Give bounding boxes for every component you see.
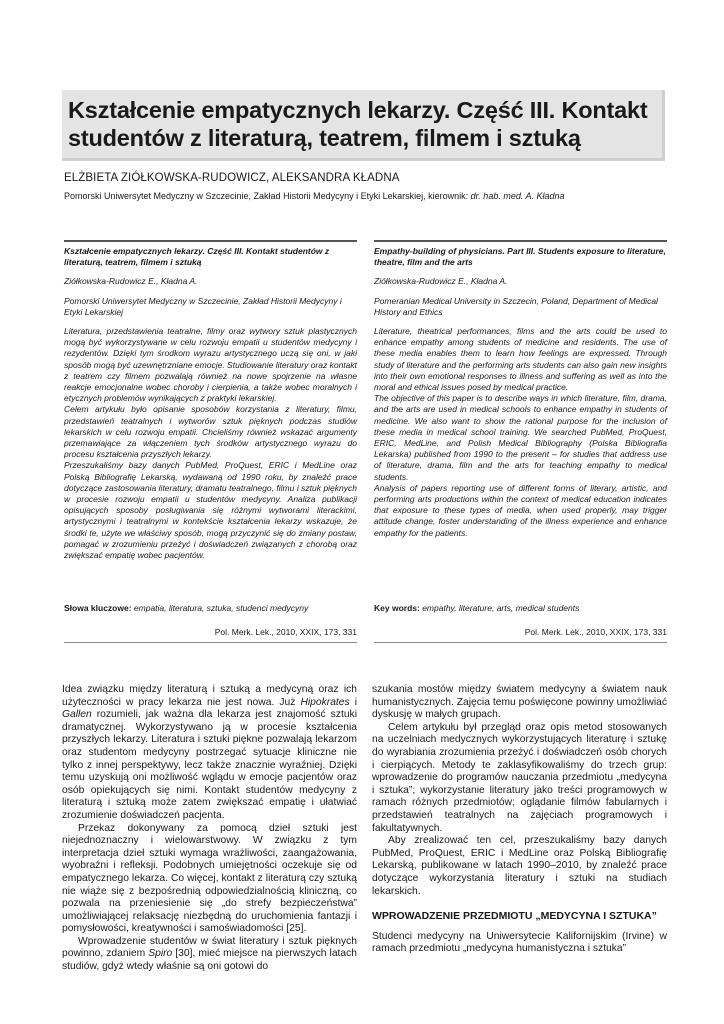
keywords-english xyxy=(374,603,579,613)
body-column-left xyxy=(62,684,357,974)
abstract-rule xyxy=(374,240,667,242)
text-run: i xyxy=(349,696,357,708)
keywords-value: empatia, literatura, sztuka, studenci medycyny xyxy=(133,603,309,613)
text-run: rozumieli, jak ważna dla lekarza jest znajomość sztuki dramatycznej. Wykorzystywano ją w procesie kształcenia przyszłych lekarzy. Literatura i sztuki piękne pozwalają lekarzom oraz studentom medycyny postrzegać sytuacje kliniczne nie tylko z innej perspektywy, lecz także znacznie wyraźniej. Dzięki temu uzyskują oni możliwość wglądu w emocje pacjentów oraz osób opiekujących się nimi. Kontakt studentów medycyny z literaturą i sztuką może zatem zwiększać empatię i ułatwiać zrozumienie doświadczeń pacjenta. xyxy=(62,709,357,821)
text-run-italic: Gallen xyxy=(62,709,92,721)
abstract-institution: Pomorski Uniwersytet Medyczny w Szczecinie, Zakład Historii Medycyny i Etyki Lekarskiej xyxy=(64,295,342,317)
abstract-polish xyxy=(64,240,357,561)
citation-english: Pol. Merk. Lek., 2010, XXIX, 173, 331 xyxy=(524,627,667,637)
body-paragraph: Aby zrealizować ten cel, przeszukaliśmy bazy danych PubMed, ProQuest, ERIC i MedLine oraz Polską Bibliografię Lekarską, publikowane w latach 1990–2010, by znaleźć prace dotyczące wykorzystania literatury i sztuki na studiach lekarskich. xyxy=(372,835,667,897)
abstract-paragraph: Przeszukaliśmy bazy danych PubMed, ProQuest, ERIC i MedLine oraz Polską Bibliografię Lekarską, wydawaną od 1990 roku, by znaleźć prace dotyczące zastosowania literatury, dramatu teatralnego, filmu i sztuk pięknych w procesie rozwoju empatii u studentów medycyny. Analiza publikacji opisujących sposoby posługiwania się różnymi wytworami literackimi, artystycznymi i teatralnymi w kontekście kształcenia lekarzy wskazuje, że środki te, użyte we właściwy sposób, mogą przyczynić się do zmiany postaw, pomagać w zrozumieniu przeżyć i doświadczeń związanych z chorobą oraz zwiększać empatię wobec pacjentów. xyxy=(64,460,357,561)
text-run: [30], mieć miejsce na pierwszych latach studiów, gdyż wtedy właśnie są oni gotowi do xyxy=(62,948,358,973)
text-run-italic: Spiro xyxy=(148,948,173,960)
body-column-right xyxy=(372,684,667,956)
abstract-authors: Ziółkowska-Rudowicz E., Kładna A. xyxy=(64,276,198,287)
abstract-paragraph: The objective of this paper is to describe ways in which literature, film, drama, and the arts are used in medical schools to enhance empathy in students of medicine. We also want to show the rational purpose for the inclusion of these media in medical school training. We searched PubMed, ProQuest, ERIC, MedLine, and Polish Medical Bibliography (Polska Bibliografia Lekarska) published from 1990 to the present – for studies that address use of literature, drama, film and the arts for teaching empathy to medical students. xyxy=(374,393,667,482)
abstract-institution: Pomeranian Medical University in Szczecin, Poland, Department of Medical History and Ethics xyxy=(374,295,658,317)
abstract-title: Empathy-building of physicians. Part III. Students exposure to literature, theatre, film and the arts xyxy=(374,246,666,268)
keywords-label: Key words: xyxy=(374,603,420,613)
keywords-label: Słowa kluczowe: xyxy=(64,603,132,613)
keywords-value: empathy, literature, arts, medical students xyxy=(422,603,580,613)
title-box xyxy=(62,90,665,161)
body-paragraph: Przekaz dokonywany za pomocą dzieł sztuki jest niejednoznaczny i wielowarstwowy. W związku z tym interpretacja dzieł sztuki wymaga wrażliwości, zaangażowania, wyobraźni i refleksji. Podobnych umiejętności oczekuje się od empatycznego lekarza. Co więcej, kontakt z literaturą czy sztuką nie wiąże się z bezpośrednią odpowiedzialnością kliniczną, co pozwala na przeniesienie się „do strefy bezpieczeństwa” umożliwiającej relaksację niezbędną do uruchomienia fantazji i pomysłowości, kreatywności i samoświadomości [25]. xyxy=(62,822,357,935)
citation-rule xyxy=(64,642,357,643)
abstract-body xyxy=(64,326,357,561)
section-heading: WPROWADZENIE PRZEDMIOTU „MEDYCYNA I SZTUKA” xyxy=(372,910,657,923)
citation-rule xyxy=(374,642,667,643)
affiliation-text: Pomorski Uniwersytet Medyczny w Szczecinie, Zakład Historii Medycyny i Etyki Lekarskiej, kierownik: xyxy=(64,191,469,201)
keywords-polish xyxy=(64,603,308,613)
body-paragraph xyxy=(62,684,357,823)
body-paragraph xyxy=(62,936,357,974)
abstract-paragraph: Literatura, przedstawienia teatralne, filmy oraz wytwory sztuk plastycznych mogą być wykorzystywane w celu rozwoju empatii u studentów medycyny i rezydentów. Dzięki tym środkom wyrazu artystycznego uczą się oni, w jaki sposób mogą być uzewnętrzniane emocje. Studiowanie literatury oraz kontakt z teatrem czy filmem pozwalają również na nowe spojrzenie na własne reakcje emocjonalne wobec choroby i cierpienia, a także wobec moralnych i etycznych problemów wynikających z praktyki lekarskiej. xyxy=(64,326,357,404)
abstract-english xyxy=(374,240,667,539)
article-title: Kształcenie empatycznych lekarzy. Część III. Kontakt studentów z literaturą, teatrem, filmem i sztuką xyxy=(68,97,648,151)
text-run-italic: Hipokrates xyxy=(300,696,350,708)
text-run: Idea związku między literaturą i sztuką a medycyną oraz ich użyteczności w pracy lekarza nie jest nowa. Już xyxy=(62,684,357,708)
body-paragraph: Celem artykułu był przegląd oraz opis metod stosowanych na uczelniach medycznych wykorzystujących literaturę i sztukę do wyrabiania zrozumienia przeżyć i doświadczeń osób chorych i cierpiących. Metody te zaklasyfikowaliśmy do trzech grup: wprowadzenie do programów nauczania przedmiotu „medycyna i sztuka”; wykorzystanie literatury jako treści programowych w ramach różnych przedmiotów; oglądanie filmów fabularnych i przedstawień teatralnych na zajęciach programowych i fakultatywnych. xyxy=(372,721,667,834)
abstract-title: Kształcenie empatycznych lekarzy. Część III. Kontakt studentów z literaturą, teatrem, filmem i sztuką xyxy=(64,246,330,268)
authors: ELŻBIETA ZIÓŁKOWSKA-RUDOWICZ, ALEKSANDRA KŁADNA xyxy=(64,172,400,184)
citation-polish: Pol. Merk. Lek., 2010, XXIX, 173, 331 xyxy=(214,627,357,637)
abstract-paragraph: Analysis of papers reporting use of different forms of literary, artistic, and performing arts productions within the context of medical education indicates that exposure to these types of media, when used properly, may trigger attitude change, foster understanding of the illness experience and enhance empathy for the patients. xyxy=(374,482,667,538)
abstract-authors: Ziółkowska-Rudowicz E., Kładna A. xyxy=(374,276,508,287)
affiliation xyxy=(64,191,565,201)
abstract-body xyxy=(374,326,667,539)
abstract-paragraph: Celem artykułu było opisanie sposobów korzystania z literatury, filmu, przedstawień teatralnych i wytworów sztuk pięknych podczas studiów lekarskich w celu rozwoju empatii. Chcieliśmy również wskazać argumenty przemawiające za włączeniem tych środków artystycznego wyrazu do procesu kształcenia przyszłych lekarzy. xyxy=(64,404,357,460)
abstract-paragraph: Literature, theatrical performances, films and the arts could be used to enhance empathy among students of medicine and residents. The use of these media enables them to learn how feelings are expressed. Through study of literature and the performing arts students can also gain new insights into their own emotional responses to illness and suffering as well as into the moral and ethical issues posed by medical practice. xyxy=(374,326,667,393)
body-paragraph: szukania mostów między światem medycyny a światem nauk humanistycznych. Zajęcia temu poświęcone powinny umożliwiać dyskusję w małych grupach. xyxy=(372,684,667,721)
text-run: Wprowadzenie studentów w świat literatury i sztuk pięknych powinno, zdaniem xyxy=(62,935,357,960)
affiliation-head: dr. hab. med. A. Kładna xyxy=(470,191,565,201)
abstract-rule xyxy=(64,240,357,242)
body-paragraph: Studenci medycyny na Uniwersytecie Kalifornijskim (Irvine) w ramach przedmiotu „medycyna humanistyczna i sztuka” xyxy=(372,930,667,955)
